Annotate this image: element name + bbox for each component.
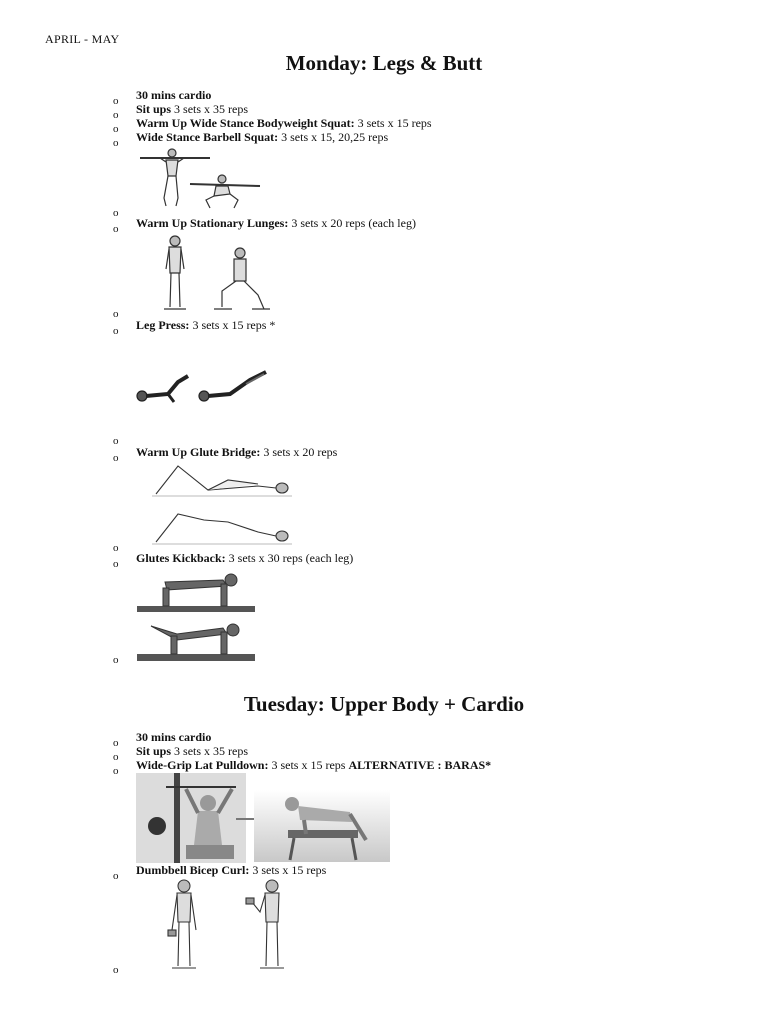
bullet: o [113, 435, 119, 447]
leg-press-image [134, 366, 274, 408]
page-header: APRIL - MAY [45, 32, 120, 46]
bullet: o [113, 109, 119, 121]
list-item: Sit ups 3 sets x 35 reps [136, 744, 249, 758]
bullet: o [113, 137, 119, 149]
glutes-kickback-image [137, 570, 255, 662]
monday-title: Monday: Legs & Butt [285, 51, 483, 75]
list-item: Glutes Kickback: 3 sets x 30 reps (each leg) [136, 551, 354, 565]
list-item: 30 mins cardio [136, 730, 212, 744]
bullet: o [113, 123, 119, 135]
bullet: o [113, 558, 119, 570]
list-item: Warm Up Wide Stance Bodyweight Squat: 3 sets x 15 reps [136, 116, 432, 130]
list-item: Sit ups 3 sets x 35 reps [136, 102, 249, 116]
bullet: o [113, 765, 119, 777]
list-item: Wide-Grip Lat Pulldown: 3 sets x 15 reps ALTERNATIVE : BARAS* [136, 758, 492, 772]
bullet: o [113, 964, 119, 976]
dumbbell-row-image [254, 790, 390, 862]
bullet: o [113, 223, 119, 235]
bullet: o [113, 308, 119, 320]
barbell-squat-image [138, 146, 262, 210]
bullet: o [113, 95, 119, 107]
bullet: o [113, 870, 119, 882]
bullet: o [113, 751, 119, 763]
list-item: 30 mins cardio [136, 88, 212, 102]
glute-bridge-image [148, 460, 296, 548]
list-item: Dumbbell Bicep Curl: 3 sets x 15 reps [136, 863, 327, 877]
bullet: o [113, 542, 119, 554]
list-item: Warm Up Stationary Lunges: 3 sets x 20 reps (each leg) [136, 216, 416, 230]
bicep-curl-image [160, 876, 300, 972]
list-item: Warm Up Glute Bridge: 3 sets x 20 reps [136, 445, 338, 459]
lat-pulldown-image [136, 773, 246, 863]
bullet: o [113, 737, 119, 749]
list-item: Wide Stance Barbell Squat: 3 sets x 15, 20,25 reps [136, 130, 389, 144]
tuesday-title: Tuesday: Upper Body + Cardio [243, 692, 525, 716]
bullet: o [113, 654, 119, 666]
bullet: o [113, 452, 119, 464]
bullet: o [113, 325, 119, 337]
bullet: o [113, 207, 119, 219]
list-item: Leg Press: 3 sets x 15 reps * [136, 318, 276, 332]
stationary-lunges-image [140, 233, 280, 313]
